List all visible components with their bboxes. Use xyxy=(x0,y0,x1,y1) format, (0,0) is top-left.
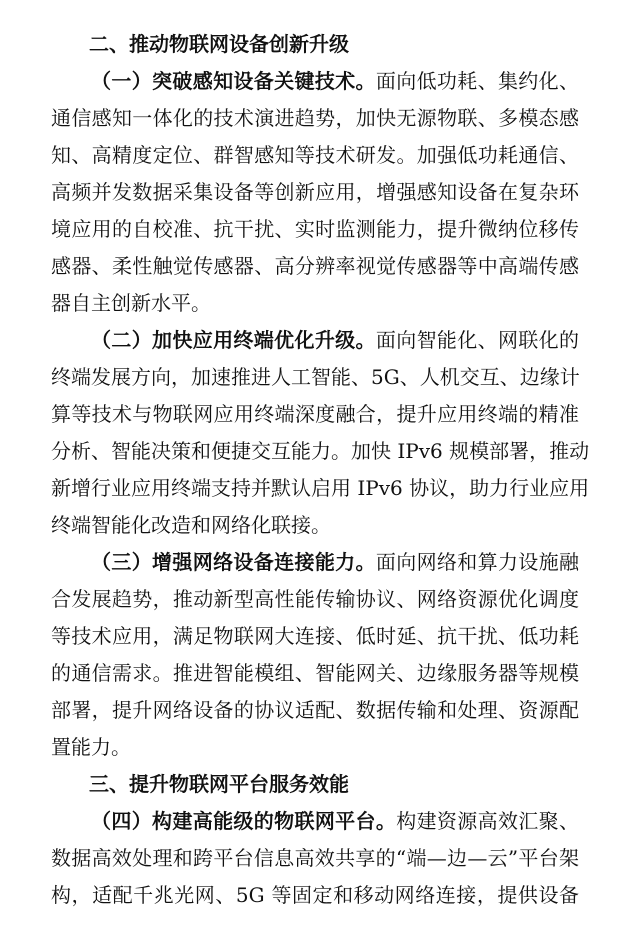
paragraph-line: 新增行业应用终端支持并默认启用 IPv6 协议，助力行业应用 xyxy=(51,476,590,500)
paragraph-line: 通信感知一体化的技术演进趋势，加快无源物联、多模态感 xyxy=(51,106,579,130)
paragraph-network-devices xyxy=(51,544,579,766)
paragraph-line: 境应用的自校准、抗干扰、实时监测能力，提升微纳位移传 xyxy=(51,217,579,241)
paragraph-iot-platform xyxy=(51,803,579,914)
paragraph-line: （三）增强网络设备连接能力。面向网络和算力设施融 xyxy=(91,550,580,574)
paragraph-line: 分析、智能决策和便捷交互能力。加快 IPv6 规模部署，推动 xyxy=(51,439,590,463)
paragraph-lead: （一）突破感知设备关键技术。 xyxy=(91,69,376,93)
section-heading-3: 三、提升物联网平台服务效能 xyxy=(89,772,349,796)
paragraph-line: 置能力。 xyxy=(51,735,131,759)
paragraph-lead: （三）增强网络设备连接能力。 xyxy=(91,550,376,574)
paragraph-line: 知、高精度定位、群智感知等技术研发。加强低功耗通信、 xyxy=(51,143,579,167)
paragraph-line: （一）突破感知设备关键技术。面向低功耗、集约化、 xyxy=(91,69,580,93)
paragraph-line: 等技术应用，满足物联网大连接、低时延、抗干扰、低功耗 xyxy=(51,624,579,648)
paragraph-line: 部署，提升网络设备的协议适配、数据传输和处理、资源配 xyxy=(51,698,579,722)
paragraph-line: 的通信需求。推进智能模组、智能网关、边缘服务器等规模 xyxy=(51,661,579,685)
paragraph-lead: （四）构建高能级的物联网平台。 xyxy=(91,809,397,833)
paragraph-line: （二）加快应用终端优化升级。面向智能化、网联化的 xyxy=(91,328,580,352)
paragraph-application-terminals xyxy=(51,322,590,544)
paragraph-line: 构，适配千兆光网、5G 等固定和移动网络连接，提供设备 xyxy=(51,883,579,907)
paragraph-line: 终端智能化改造和网络化联接。 xyxy=(51,513,331,537)
paragraph-line: 高频并发数据采集设备等创新应用，增强感知设备在复杂环 xyxy=(51,180,579,204)
paragraph-line: 终端发展方向，加速推进人工智能、5G、人机交互、边缘计 xyxy=(51,365,580,389)
paragraph-line: 感器、柔性触觉传感器、高分辨率视觉传感器等中高端传感 xyxy=(51,254,579,278)
paragraph-line: 合发展趋势，推动新型高性能传输协议、网络资源优化调度 xyxy=(51,587,579,611)
document-page xyxy=(51,0,590,914)
paragraph-line: 数据高效处理和跨平台信息高效共享的“端—边—云”平台架 xyxy=(51,846,579,870)
section-heading-2: 二、推动物联网设备创新升级 xyxy=(89,32,349,56)
paragraph-sensing-devices xyxy=(51,63,579,322)
paragraph-line: （四）构建高能级的物联网平台。构建资源高效汇聚、 xyxy=(91,809,580,833)
paragraph-lead: （二）加快应用终端优化升级。 xyxy=(91,328,376,352)
paragraph-line: 算等技术与物联网应用终端深度融合，提升应用终端的精准 xyxy=(51,402,579,426)
paragraph-line: 器自主创新水平。 xyxy=(51,291,211,315)
